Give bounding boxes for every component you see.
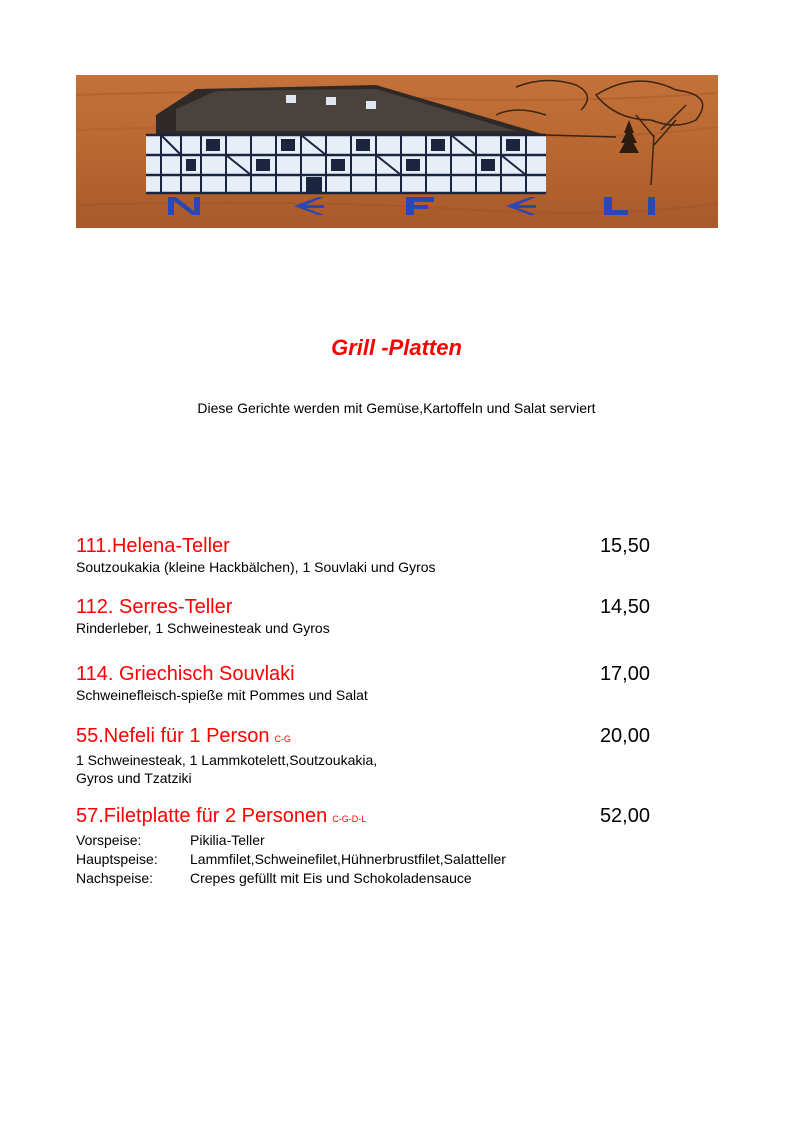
allergen-codes: C-G-D-L <box>332 814 367 824</box>
course-label: Nachspeise: <box>76 870 154 886</box>
menu-item <box>76 662 650 704</box>
menu-item-description-line: 1 Schweinesteak, 1 Lammkotelett,Soutzoukakia, <box>76 752 378 768</box>
allergen-codes: C-G <box>274 734 291 744</box>
menu-item-price: 20,00 <box>599 725 650 747</box>
menu-item-price: 17,00 <box>599 663 650 685</box>
section-title: Grill -Platten <box>331 335 462 360</box>
menu-item <box>76 804 650 888</box>
menu-item-description-line: Gyros und Tzatziki <box>76 770 192 786</box>
menu-item <box>76 534 650 576</box>
menu-item-name: 57.Filetplatte für 2 Personen <box>76 805 328 827</box>
menu-item-price: 14,50 <box>599 596 650 618</box>
menu-item-name: 112. Serres-Teller <box>76 596 233 618</box>
section-subtitle: Diese Gerichte werden mit Gemüse,Kartoffeln und Salat serviert <box>197 400 596 416</box>
menu-item-name-row <box>76 804 650 831</box>
course-row <box>76 869 650 888</box>
menu-item-name: 114. Griechisch Souvlaki <box>76 663 295 685</box>
restaurant-banner-image <box>76 75 718 228</box>
menu-item-name: 55.Nefeli für 1 Person <box>76 725 270 747</box>
menu-item-name: 111.Helena-Teller <box>76 535 230 557</box>
menu-item <box>76 724 650 787</box>
menu-item-description: Rinderleber, 1 Schweinesteak und Gyros <box>76 620 330 636</box>
course-label: Vorspeise: <box>76 832 142 848</box>
menu-item-price: 52,00 <box>599 805 650 827</box>
course-label: Hauptspeise: <box>76 851 158 867</box>
course-row <box>76 831 650 850</box>
half-timbered-house-drawing <box>76 75 718 228</box>
menu-item <box>76 595 650 637</box>
course-value: Lammfilet,Schweinefilet,Hühnerbrustfilet,Salatteller <box>190 851 506 867</box>
course-value: Pikilia-Teller <box>190 832 265 848</box>
menu-item-name-row <box>76 724 650 751</box>
course-value: Crepes gefüllt mit Eis und Schokoladensauce <box>190 870 472 886</box>
menu-item-description: Schweinefleisch-spieße mit Pommes und Salat <box>76 687 368 703</box>
menu-item-price: 15,50 <box>599 535 650 557</box>
course-row <box>76 850 650 869</box>
menu-item-description: Soutzoukakia (kleine Hackbälchen), 1 Souvlaki und Gyros <box>76 559 436 575</box>
